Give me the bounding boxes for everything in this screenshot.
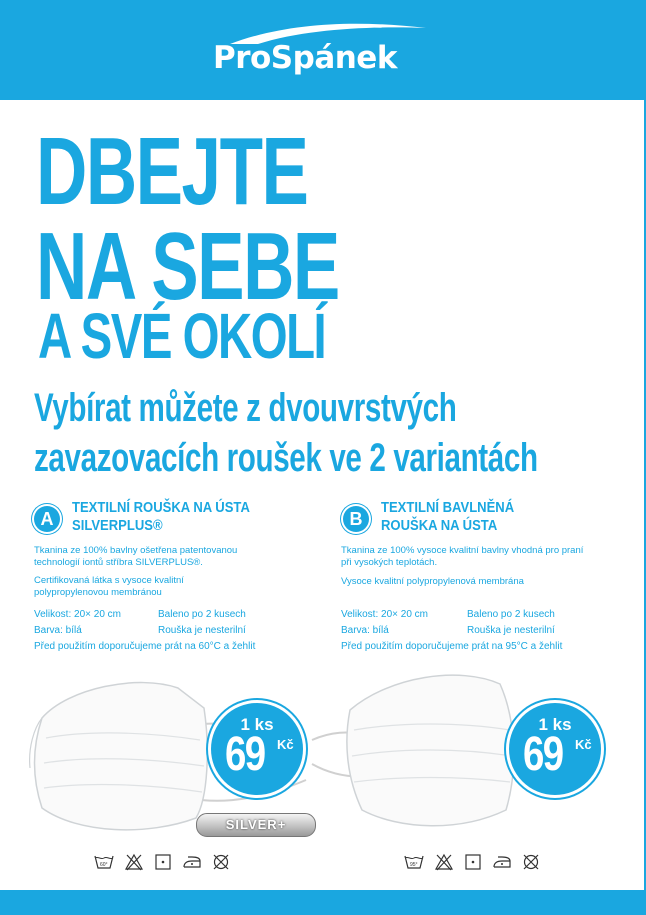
- product-b-care-icons: [404, 853, 540, 871]
- product-a-care-icons: [94, 853, 230, 871]
- product-a-title-line-2: SILVERPLUS®: [72, 518, 163, 534]
- product-b-title-line-1: TEXTILNÍ BAVLNĚNÁ: [381, 500, 515, 516]
- product-b-price-currency: Kč: [575, 737, 592, 752]
- product-b-badge: B: [343, 506, 369, 532]
- product-b-color: Barva: bílá: [341, 625, 389, 636]
- subheadline-line-1: Vybírat můžete z dvouvrstvých: [34, 386, 457, 430]
- product-b-title-line-2: ROUŠKA NA ÚSTA: [381, 518, 498, 534]
- product-b-price-qty: 1 ks: [538, 715, 572, 734]
- product-b-wash-note: Před použitím doporučujeme prát na 95°C a žehlit: [341, 641, 563, 652]
- subheadline-line-2: zavazovacích roušek ve 2 variantách: [34, 436, 538, 480]
- wash-icon: [404, 853, 424, 871]
- no-dry-clean-icon: [522, 853, 540, 871]
- product-b-desc-1-line-2: při vysokých teplotách.: [341, 557, 438, 568]
- product-b-price-value: 69: [523, 728, 563, 781]
- product-a-wash-note: Před použitím doporučujeme prát na 60°C a žehlit: [34, 641, 256, 652]
- product-a-price-value: 69: [225, 728, 265, 781]
- no-bleach-icon: [434, 853, 454, 871]
- wash-temp-b: 95°: [410, 862, 418, 868]
- product-a-badge: A: [34, 506, 60, 532]
- product-a-price-badge: [211, 703, 303, 795]
- wash-icon: [94, 853, 114, 871]
- product-b-sterile: Rouška je nesterilní: [467, 625, 555, 636]
- product-a-sterile: Rouška je nesterilní: [158, 625, 246, 636]
- product-a-color: Barva: bílá: [34, 625, 82, 636]
- product-a-pack: Baleno po 2 kusech: [158, 609, 246, 620]
- headline-line-1: DBEJTE: [36, 118, 308, 225]
- brand-logo: ProSpánek: [213, 40, 397, 76]
- product-b-pack: Baleno po 2 kusech: [467, 609, 555, 620]
- product-a-title-line-1: TEXTILNÍ ROUŠKA NA ÚSTA: [72, 500, 250, 516]
- product-b-size: Velikost: 20× 20 cm: [341, 609, 428, 620]
- iron-icon: [182, 853, 202, 871]
- product-b-mask-image: [310, 660, 530, 840]
- footer-bar: [0, 890, 646, 915]
- no-bleach-icon: [124, 853, 144, 871]
- silverplus-logo: SILVER+: [196, 813, 316, 837]
- product-a-desc-2-line-1: Certifikovaná látka s vysoce kvalitní: [34, 575, 184, 586]
- tumble-dry-icon: [464, 853, 482, 871]
- headline-line-3: A SVÉ OKOLÍ: [38, 300, 326, 372]
- product-a-desc-1-line-1: Tkanina ze 100% bavlny ošetřena patentovanou: [34, 545, 238, 556]
- product-a-desc-1-line-2: technologií iontů stříbra SILVERPLUS®.: [34, 557, 203, 568]
- no-dry-clean-icon: [212, 853, 230, 871]
- product-b-desc-1-line-1: Tkanina ze 100% vysoce kvalitní bavlny vhodná pro praní: [341, 545, 584, 556]
- headline-line-2: NA SEBE: [36, 213, 339, 320]
- product-a-price-currency: Kč: [277, 737, 294, 752]
- product-a-desc-2-line-2: polypropylenovou membránou: [34, 587, 162, 598]
- product-a-price-qty: 1 ks: [240, 715, 274, 734]
- iron-icon: [492, 853, 512, 871]
- product-a-size: Velikost: 20× 20 cm: [34, 609, 121, 620]
- tumble-dry-icon: [154, 853, 172, 871]
- product-b-desc-2-line-1: Vysoce kvalitní polypropylenová membrána: [341, 576, 524, 587]
- product-b-price-badge: [509, 703, 601, 795]
- wash-temp-a: 60°: [100, 862, 108, 868]
